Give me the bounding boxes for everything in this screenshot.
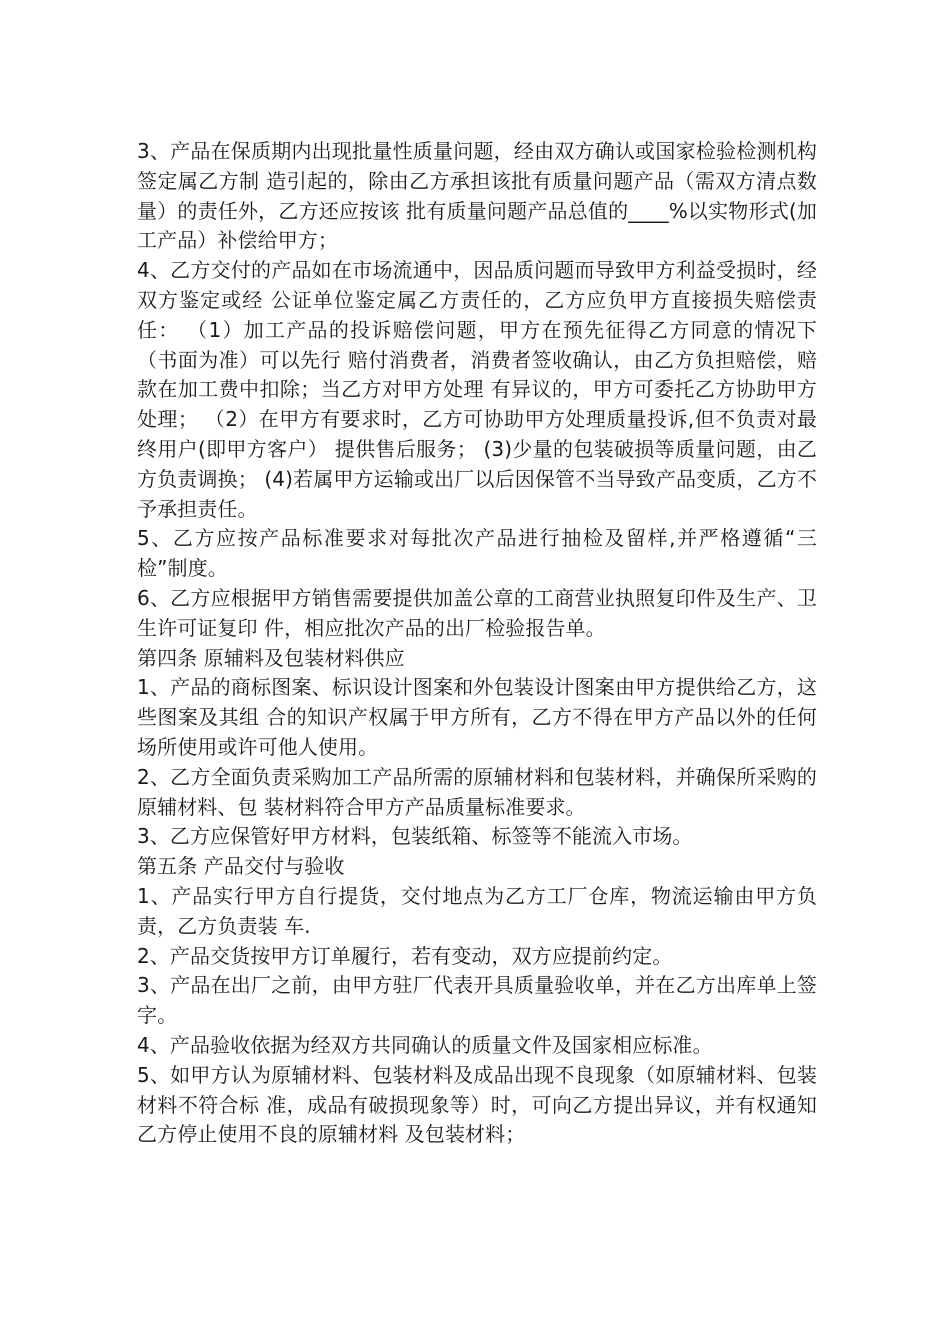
clause-4-compensation: 4、乙方交付的产品如在市场流通中，因品质问题而导致甲方利益受损时，经双方鉴定或经 公证单位鉴定属乙方责任的，乙方应负甲方直接损失赔偿责任： （1）加工产品的投诉赔偿问题，甲方在预先征得乙方同意的情况下（书面为准）可以先行 赔付消费者，消费者签收确认，由乙方负担赔偿，赔款在加工费中扣除；当乙方对甲方处理 有异议的，甲方可委托乙方协助甲方处理； （2）在甲方有要求时，乙方可协助甲方处理质量投诉,但不负责对最终用户(即甲方客户） 提供售后服务； (3)少量的包装破损等质量问题，由乙方负责调换； (4)若属甲方运输或出厂以后因保管不当导致产品变质，乙方不予承担责任。 [137,258,817,521]
clause-5-inspection: 5、乙方应按产品标准要求对每批次产品进行抽检及留样,并严格遵循“三检”制度。 [137,526,817,581]
clause-3-quality-defects: 3、产品在保质期内出现批量性质量问题，经由双方确认或国家检验检测机构签定属乙方制 造引起的，除由乙方承担该批有质量问题产品（需双方清点数量）的责任外，乙方还应按该 批有质量问题产品总值的____%以实物形式(加工产品）补偿给甲方； [137,139,817,253]
article-5-heading: 第五条 产品交付与验收 [137,854,345,879]
article-4-clause-1: 1、产品的商标图案、标识设计图案和外包装设计图案由甲方提供给乙方，这些图案及其组 合的知识产权属于甲方所有，乙方不得在甲方产品以外的任何场所使用或许可他人使用。 [137,675,817,759]
article-5-clause-3: 3、产品在出厂之前，由甲方驻厂代表开具质量验收单，并在乙方出库单上签字。 [137,973,817,1028]
article-4-heading: 第四条 原辅料及包装材料供应 [137,645,405,670]
clause-6-licenses: 6、乙方应根据甲方销售需要提供加盖公章的工商营业执照复印件及生产、卫生许可证复印 件，相应批次产品的出厂检验报告单。 [137,585,817,640]
article-5-clause-1: 1、产品实行甲方自行提货，交付地点为乙方工厂仓库，物流运输由甲方负责，乙方负责装 车. [137,883,817,938]
article-5-clause-4: 4、产品验收依据为经双方共同确认的质量文件及国家相应标准。 [137,1032,713,1057]
article-4-clause-3: 3、乙方应保管好甲方材料，包装纸箱、标签等不能流入市场。 [137,824,693,849]
article-4-clause-2: 2、乙方全面负责采购加工产品所需的原辅材料和包装材料，并确保所采购的原辅材料、包 装材料符合甲方产品质量标准要求。 [137,764,817,819]
article-5-clause-5: 5、如甲方认为原辅材料、包装材料及成品出现不良现象（如原辅材料、包装材料不符合标 准，成品有破损现象等）时，可向乙方提出异议，并有权通知乙方停止使用不良的原辅材料 及包装材料； [137,1062,817,1147]
document-body [137,137,817,1150]
article-5-clause-2: 2、产品交货按甲方订单履行，若有变动，双方应提前约定。 [137,943,673,968]
